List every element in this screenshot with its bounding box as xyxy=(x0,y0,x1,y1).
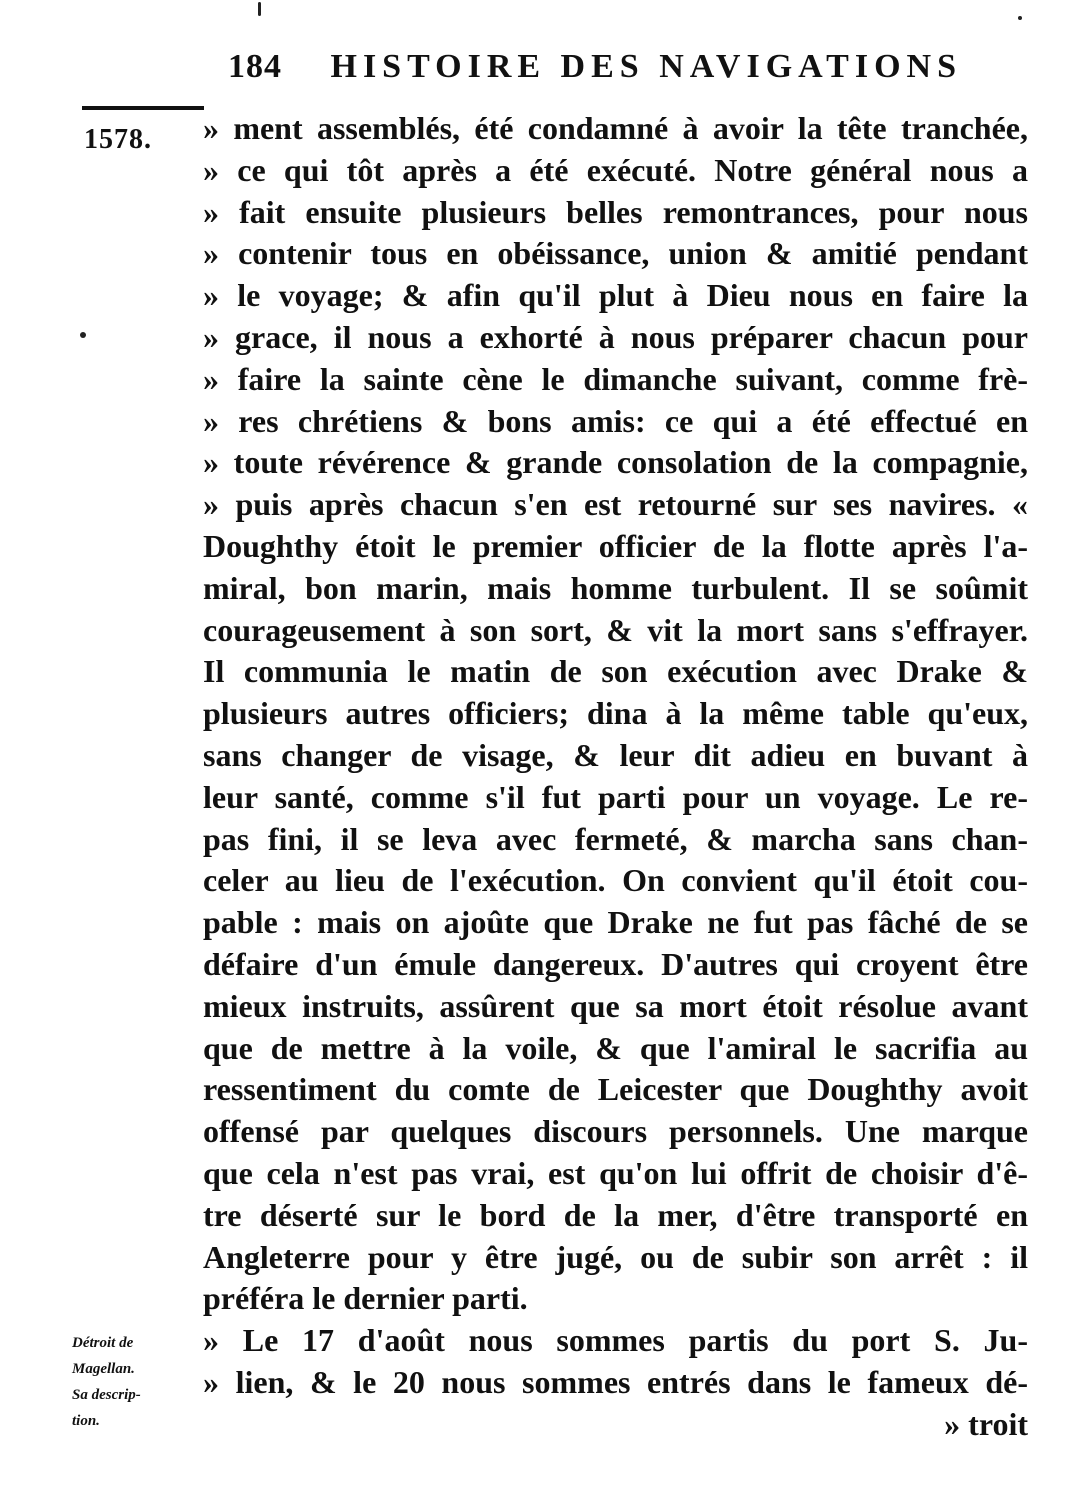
text-line: mieux instruits, assûrent que sa mort étoit résolue avant xyxy=(203,987,1028,1024)
text-line: » ce qui tôt après a été exécuté. Notre général nous a xyxy=(203,151,1028,188)
text-line: » contenir tous en obéissance, union & amitié pendant xyxy=(203,235,1028,272)
ink-speck xyxy=(1018,16,1022,20)
text-line: Angleterre pour y être jugé, ou de subir son arrêt : il xyxy=(203,1238,1028,1275)
side-note xyxy=(72,1330,202,1434)
text-line: tre déserté sur le bord de la mer, d'être transporté en xyxy=(203,1196,1028,1233)
text-line: miral, bon marin, mais homme turbulent. Il se soûmit xyxy=(203,569,1028,606)
text-line: ressentiment du comte de Leicester que Doughthy avoit xyxy=(203,1071,1028,1108)
text-line: leur santé, comme s'il fut parti pour un voyage. Le re- xyxy=(203,778,1028,815)
header-rule xyxy=(82,106,204,110)
text-line: » le voyage; & afin qu'il plut à Dieu nous en faire la xyxy=(203,277,1028,314)
text-line: » ment assemblés, été condamné à avoir la tête tranchée, xyxy=(203,110,1028,146)
ink-speck xyxy=(258,2,261,16)
text-line: » res chrétiens & bons amis: ce qui a été effectué en xyxy=(203,402,1028,439)
side-note-line: Détroit de xyxy=(72,1335,134,1351)
text-line: Il communia le matin de son exécution avec Drake & xyxy=(203,653,1028,690)
running-head xyxy=(228,48,988,98)
margin-date: 1578. xyxy=(84,124,152,155)
catchword-line: » troit xyxy=(944,1405,1028,1442)
side-note-line: Magellan. xyxy=(72,1361,135,1377)
side-note-line: Sa descrip- xyxy=(72,1387,141,1403)
text-line: » Le 17 d'août nous sommes partis du port S. Ju- xyxy=(203,1322,1028,1359)
ink-speck xyxy=(80,332,86,338)
text-line: sans changer de visage, & leur dit adieu en buvant à xyxy=(203,736,1028,773)
text-line: préféra le dernier parti. xyxy=(203,1280,528,1317)
text-line: » faire la sainte cène le dimanche suivant, comme frè- xyxy=(203,360,1028,397)
page-number: 184 xyxy=(228,48,282,85)
text-line: offensé par quelques discours personnels. Une marque xyxy=(203,1113,1028,1150)
text-line: » grace, il nous a exhorté à nous préparer chacun pour xyxy=(203,318,1028,355)
text-line: celer au lieu de l'exécution. On convient qu'il étoit cou- xyxy=(203,862,1028,899)
side-note-line: tion. xyxy=(72,1413,100,1429)
body-text xyxy=(203,108,1028,1446)
text-line: que de mettre à la voile, & que l'amiral le sacrifia au xyxy=(203,1029,1028,1066)
text-line: que cela n'est pas vrai, est qu'on lui offrit de choisir d'ê- xyxy=(203,1154,1028,1191)
text-line: pas fini, il se leva avec fermeté, & marcha sans chan- xyxy=(203,820,1028,857)
text-line: » fait ensuite plusieurs belles remontrances, pour nous xyxy=(203,193,1028,230)
text-line: pable : mais on ajoûte que Drake ne fut pas fâché de se xyxy=(203,904,1028,941)
running-head-title: HISTOIRE DES NAVIGATIONS xyxy=(330,48,963,85)
text-line: plusieurs autres officiers; dina à la même table qu'eux, xyxy=(203,695,1028,732)
text-line: Doughthy étoit le premier officier de la flotte après l'a- xyxy=(203,527,1028,564)
text-line: » toute révérence & grande consolation de la compagnie, xyxy=(203,444,1028,481)
text-line: » lien, & le 20 nous sommes entrés dans le fameux dé- xyxy=(203,1363,1028,1400)
text-line: défaire d'un émule dangereux. D'autres qui croyent être xyxy=(203,945,1028,982)
text-line: » puis après chacun s'en est retourné sur ses navires. « xyxy=(203,486,1028,523)
text-line: courageusement à son sort, & vit la mort sans s'effrayer. xyxy=(203,611,1028,648)
